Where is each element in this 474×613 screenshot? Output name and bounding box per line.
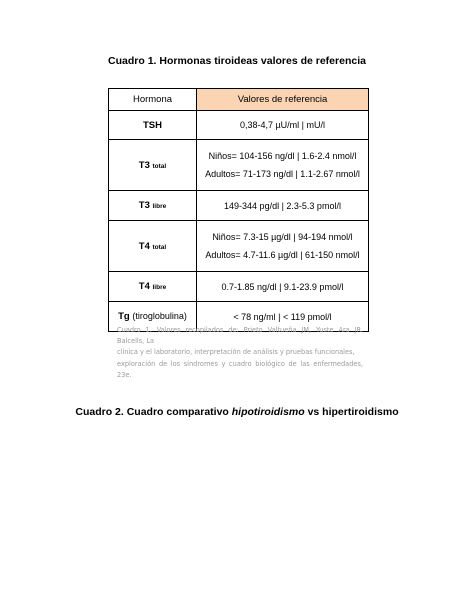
header-valores-referencia: Valores de referencia bbox=[197, 89, 369, 111]
hormone-label: TSH bbox=[109, 111, 197, 140]
reference-values-table bbox=[108, 88, 369, 332]
hormone-label: T3 libre bbox=[109, 191, 197, 221]
table-row bbox=[109, 140, 369, 191]
hormone-label: T4 libre bbox=[109, 272, 197, 302]
header-hormona: Hormona bbox=[109, 89, 197, 111]
hormone-label: T4 total bbox=[109, 221, 197, 272]
table-row bbox=[109, 272, 369, 302]
table-row bbox=[109, 111, 369, 140]
reference-value: Niños= 7.3-15 µg/dl | 94-194 nmol/l Adultos= 4.7-11.6 µg/dl | 61-150 nmol/l bbox=[197, 221, 369, 272]
table-header-row bbox=[109, 89, 369, 111]
hormone-label: Tg (tiroglobulina) bbox=[109, 302, 197, 332]
hormone-label: T3 total bbox=[109, 140, 197, 191]
reference-value: Niños= 104-156 ng/dl | 1.6-2.4 nmol/l Adultos= 71-173 ng/dl | 1.1-2.67 nmol/l bbox=[197, 140, 369, 191]
reference-value: 0,38-4,7 µU/ml | mU/l bbox=[197, 111, 369, 140]
table-1-caption: Cuadro 1. Valores recopilados de: Prieto Valtueña JM, Yuste Ara JR. Balcells, La clínica y el laboratorio, interpretación de análisis y pruebas funcionales, exploración de los síndromes y cuadro biológico de las enfermedades, 23e. bbox=[117, 326, 363, 379]
table-1-title: Cuadro 1. Hormonas tiroideas valores de referencia bbox=[108, 55, 366, 67]
reference-value: < 78 ng/ml | < 119 pmol/l bbox=[197, 302, 369, 332]
table-row bbox=[109, 221, 369, 272]
table-2-title: Cuadro 2. Cuadro comparativo hipotiroidismo vs hipertiroidismo bbox=[75, 406, 399, 418]
reference-value: 149-344 pg/dl | 2.3-5.3 pmol/l bbox=[197, 191, 369, 221]
table-row bbox=[109, 191, 369, 221]
reference-value: 0.7-1.85 ng/dl | 9.1-23.9 pmol/l bbox=[197, 272, 369, 302]
